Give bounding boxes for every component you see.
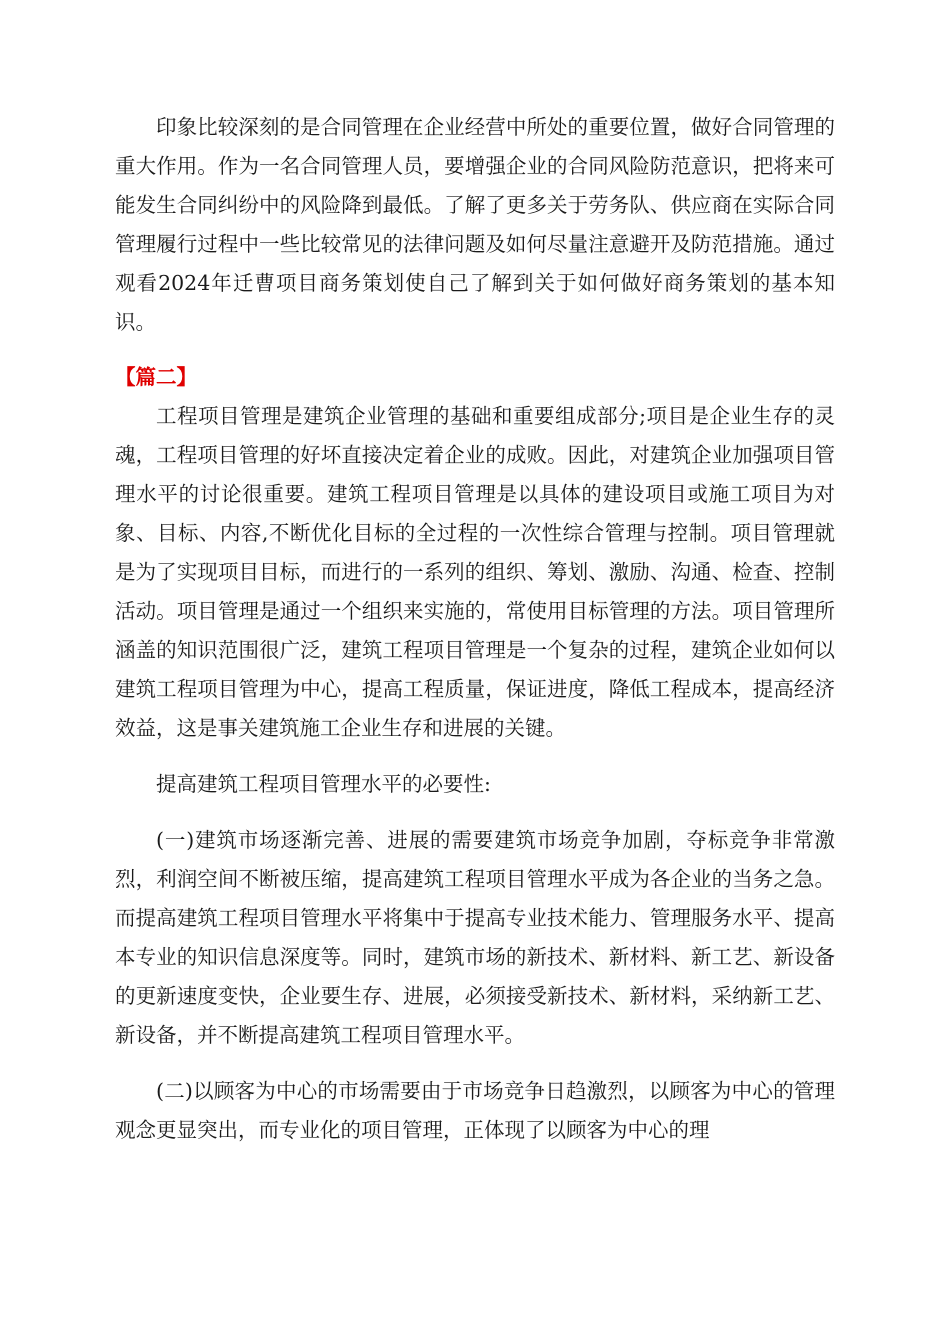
document-page [115,108,835,1150]
paragraph-intro: 印象比较深刻的是合同管理在企业经营中所处的重要位置，做好合同管理的重大作用。作为一名合同管理人员，要增强企业的合同风险防范意识，把将来可能发生合同纠纷中的风险降到最低。了解了更多关于劳务队、供应商在实际合同管理履行过程中一些比较常见的法律问题及如何尽量注意避开及防范措施。通过观看2024年迁曹项目商务策划使自己了解到关于如何做好商务策划的基本知识。 [115,115,835,334]
paragraph-point-two: (二)以顾客为中心的市场需要由于市场竞争日趋激烈，以顾客为中心的管理观念更显突出，而专业化的项目管理，正体现了以顾客为中心的理 [115,1079,835,1142]
paragraph-project-management: 工程项目管理是建筑企业管理的基础和重要组成部分;项目是企业生存的灵魂，工程项目管理的好坏直接决定着企业的成败。因此，对建筑企业加强项目管理水平的讨论很重要。建筑工程项目管理是以具体的建设项目或施工项目为对象、目标、内容,不断优化目标的全过程的一次性综合管理与控制。项目管理就是为了实现项目目标，而进行的一系列的组织、筹划、激励、沟通、检查、控制活动。项目管理是通过一个组织来实施的，常使用目标管理的方法。项目管理所涵盖的知识范围很广泛，建筑工程项目管理是一个复杂的过程，建筑企业如何以建筑工程项目管理为中心，提高工程质量，保证进度，降低工程成本，提高经济效益，这是事关建筑施工企业生存和进展的关键。 [115,404,835,740]
section-heading: 【篇二】 [115,365,197,389]
paragraph-point-one: (一)建筑市场逐渐完善、进展的需要建筑市场竞争加剧，夺标竞争非常激烈，利润空间不断被压缩，提高建筑工程项目管理水平成为各企业的当务之急。而提高建筑工程项目管理水平将集中于提高专业技术能力、管理服务水平、提高本专业的知识信息深度等。同时，建筑市场的新技术、新材料、新工艺、新设备的更新速度变快，企业要生存、进展，必须接受新技术、新材料，采纳新工艺、新设备，并不断提高建筑工程项目管理水平。 [115,828,835,1047]
paragraph-necessity-heading: 提高建筑工程项目管理水平的必要性: [156,772,491,796]
